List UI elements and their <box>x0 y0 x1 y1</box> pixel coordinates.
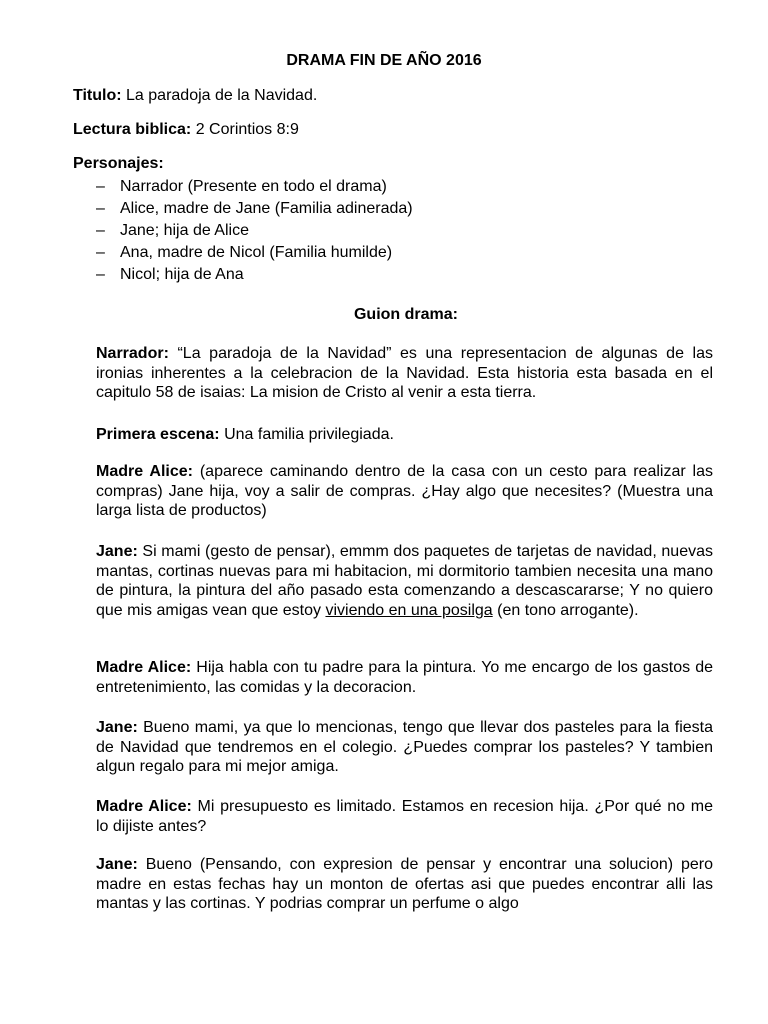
list-item <box>96 264 413 286</box>
speaker-label: Madre Alice: <box>96 659 192 676</box>
titulo-value: La paradoja de la Navidad. <box>126 87 318 104</box>
speaker-label: Jane: <box>96 719 138 736</box>
lectura-line <box>73 121 299 139</box>
guion-heading: Guion drama: <box>353 306 458 323</box>
script-paragraph <box>96 425 713 445</box>
personaje-text: Nicol; hija de Ana <box>120 266 244 283</box>
titulo-label: Titulo: <box>73 87 122 104</box>
dash-bullet: – <box>96 244 105 261</box>
script-paragraph <box>96 462 713 521</box>
dash-bullet: – <box>96 200 105 217</box>
personajes-heading <box>73 155 164 173</box>
list-item <box>96 242 413 264</box>
paragraph-text: “La paradoja de la Navidad” es una representacion de algunas de las ironias inherentes a la celebracion de la Navidad. Esta historia esta basada en el capitulo 58 de isaias: La mision de Cristo al venir a esta tierra. <box>96 345 713 401</box>
dash-bullet: – <box>96 222 105 239</box>
script-paragraph <box>96 344 713 403</box>
paragraph-text: (aparece caminando dentro de la casa con un cesto para realizar las compras) Jane hija, voy a salir de compras. ¿Hay algo que necesites? (Muestra una larga lista de productos) <box>96 463 714 519</box>
paragraph-text: Bueno (Pensando, con expresion de pensar y encontrar una solucion) pero madre en estas fechas hay un monton de ofertas asi que puedes encontrar alli las mantas y las cortinas. Y podrias comprar un perfume o algo <box>96 856 713 912</box>
speaker-label: Madre Alice: <box>96 463 193 480</box>
list-item <box>96 176 413 198</box>
underlined-text: viviendo en una posilga <box>325 601 493 619</box>
speaker-label: Narrador: <box>96 345 169 362</box>
script-paragraph <box>96 855 713 914</box>
dash-bullet: – <box>96 178 105 195</box>
script-paragraph <box>96 797 713 836</box>
dash-bullet: – <box>96 266 105 283</box>
paragraph-text: Si mami (gesto de pensar), emmm dos paquetes de tarjetas de navidad, nuevas mantas, cortinas nuevas para mi habitacion, mi dormitorio tambien necesita una mano de pintura, la pintura del año pasado esta comenzando a descascararse; Y no quiero que mis amigas vean que estoy <box>96 543 713 619</box>
paragraph-text: Hija habla con tu padre para la pintura. Yo me encargo de los gastos de entretenimiento, las comidas y la decoracion. <box>96 659 714 696</box>
lectura-value: 2 Corintios 8:9 <box>195 121 299 138</box>
personaje-text: Narrador (Presente en todo el drama) <box>120 178 387 195</box>
paragraph-text-end: (en tono arrogante). <box>492 601 639 619</box>
personajes-list <box>96 176 413 286</box>
speaker-label: Madre Alice: <box>96 798 192 815</box>
personaje-text: Jane; hija de Alice <box>120 222 249 239</box>
personaje-text: Alice, madre de Jane (Familia adinerada) <box>120 200 413 217</box>
script-paragraph <box>96 542 713 620</box>
document-title: DRAMA FIN DE AÑO 2016 <box>286 52 482 69</box>
speaker-label: Jane: <box>96 543 138 560</box>
speaker-label: Primera escena: <box>96 426 220 443</box>
personaje-text: Ana, madre de Nicol (Familia humilde) <box>120 244 393 261</box>
list-item <box>96 198 413 220</box>
paragraph-text: Mi presupuesto es limitado. Estamos en recesion hija. ¿Por qué no me lo dijiste antes? <box>96 798 713 835</box>
personajes-label: Personajes: <box>73 155 164 172</box>
speaker-label: Jane: <box>96 856 138 873</box>
paragraph-text: Bueno mami, ya que lo mencionas, tengo que llevar dos pasteles para la fiesta de Navidad que tendremos en el colegio. ¿Puedes comprar los pasteles? Y tambien algun regalo para mi mejor amiga. <box>96 719 713 775</box>
script-paragraph <box>96 658 713 697</box>
paragraph-text: Una familia privilegiada. <box>219 426 394 443</box>
titulo-line <box>73 87 317 105</box>
list-item <box>96 220 413 242</box>
script-paragraph <box>96 718 713 777</box>
lectura-label: Lectura biblica: <box>73 121 192 138</box>
